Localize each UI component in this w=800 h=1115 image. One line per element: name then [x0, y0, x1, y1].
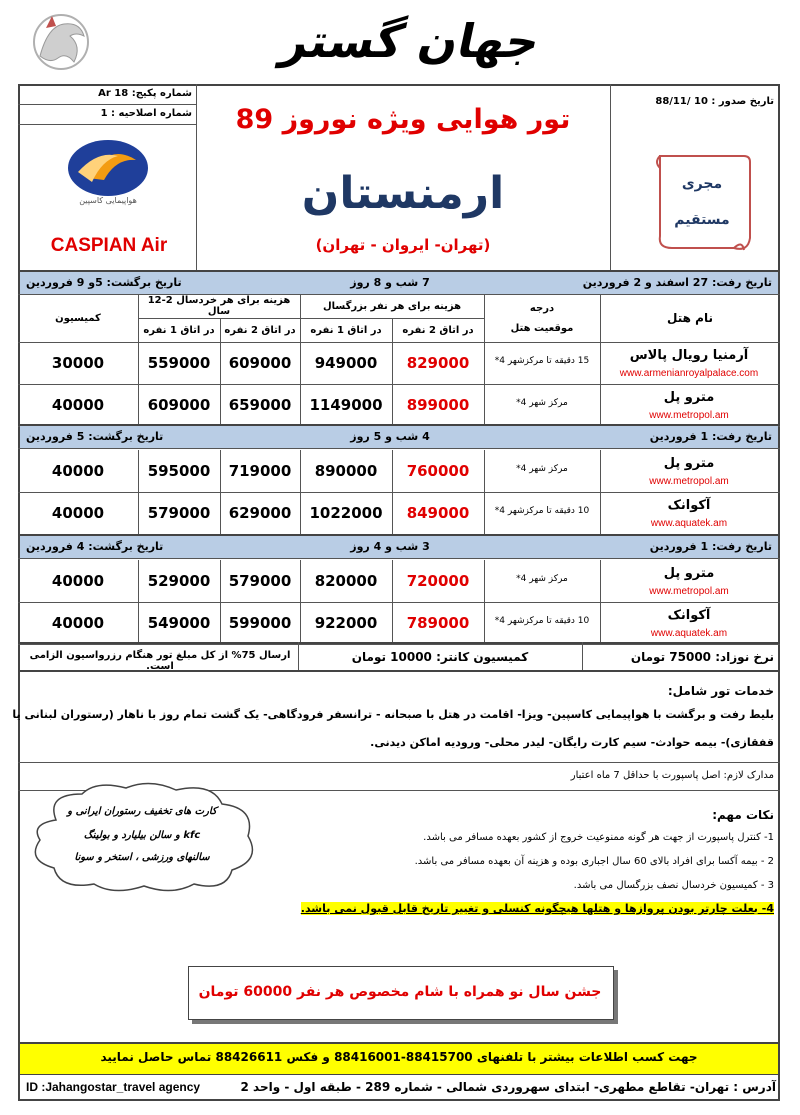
services-line1: بلیط رفت و برگشت با هواپیمایی کاسپین- ویزا- اقامت در هتل با صبحانه - ترانسفر فرودگاهی- یک گشت تمام روز با ناهار (رستوران لبنانی یا	[12, 708, 774, 721]
hotel-location	[486, 616, 598, 626]
child-room2-price: 599000	[228, 614, 292, 632]
tour-title: تور هوایی ویژه نوروز 89	[235, 104, 571, 135]
discount-cloud	[26, 780, 266, 896]
infant-rate: نرخ نوزاد: 75000 تومان	[630, 650, 774, 664]
hotel-url[interactable]: www.aquatek.am	[650, 518, 728, 529]
child-room1-price: 549000	[147, 614, 211, 632]
adult-room2-price: 849000	[406, 504, 470, 522]
col-adult-room1: در اتاق 1 نفره	[310, 324, 382, 336]
note-item-4-text: 4- بعلت چارتر بودن پروازها و هتلها هیچگونه کنسلی و تغییر تاریخ قابل قبول نمی باشد.	[300, 902, 774, 915]
hotel-location	[486, 464, 598, 474]
airline-name: CASPIAN Air	[50, 235, 168, 256]
notes-title: نکات مهم:	[712, 808, 774, 822]
hotel-name: مترو پل	[663, 390, 715, 405]
adult-room2-price: 789000	[406, 614, 470, 632]
adult-room2-price: 720000	[406, 572, 470, 590]
commission-value: 30000	[51, 354, 105, 372]
col-adult-header: هزینه برای هر نفر بزرگسال	[322, 300, 462, 312]
adult-room2-price: 899000	[406, 396, 470, 414]
hotel-location-text: مرکز شهر	[529, 464, 568, 474]
adult-room2-price: 760000	[406, 462, 470, 480]
footer-id: ID :Jahangostar_travel agency	[26, 1080, 201, 1094]
hotel-location-text: مرکز شهر	[529, 574, 568, 584]
footer-address: آدرس : تهران- تقاطع مطهری- ابتدای سهروردی شمالی - شماره 289 - طبقه اول - واحد 2	[240, 1080, 776, 1094]
child-room1-price: 559000	[147, 354, 211, 372]
hotel-location	[486, 356, 598, 366]
hotel-name: آکوانک	[667, 498, 711, 513]
hotel-location-text: مرکز شهر	[529, 398, 568, 408]
commission-value: 40000	[51, 572, 105, 590]
col-child-header: هزینه برای هر خردسال 2-12 سال	[147, 295, 291, 317]
services-line2: قفقازی)- بیمه حوادث- سیم کارت رایگان- لیدر محلی- ورودیه اماکن دیدنی.	[370, 736, 774, 749]
hotel-location	[486, 574, 598, 584]
note-item-3: 3 - کمیسیون خردسال نصف بزرگسال می باشد.	[573, 880, 774, 891]
section1-return: تاریخ برگشت: 5و 9 فروردین	[26, 276, 182, 289]
child-room1-price: 579000	[147, 504, 211, 522]
section3-departure: تاریخ رفت: 1 فروردین	[649, 540, 772, 553]
col-grade-header: درجه	[529, 302, 555, 314]
section2-return: تاریخ برگشت: 5 فروردین	[26, 430, 164, 443]
commission-value: 40000	[51, 614, 105, 632]
adult-room1-price: 922000	[314, 614, 378, 632]
operator-label-1: مجری	[681, 176, 723, 192]
section2-departure: تاریخ رفت: 1 فروردین	[649, 430, 772, 443]
child-room1-price: 609000	[147, 396, 211, 414]
section2-nights: 4 شب و 5 روز	[350, 430, 430, 443]
package-number: شماره پکیج: Ar 18	[98, 88, 192, 99]
note-item-4	[250, 902, 774, 915]
hotel-url[interactable]: www.aquatek.am	[650, 628, 728, 639]
child-room2-price: 629000	[228, 504, 292, 522]
counter-commission: کمیسیون کانتر: 10000 تومان	[351, 650, 529, 664]
adult-room1-price: 1022000	[309, 504, 383, 522]
child-room2-price: 579000	[228, 572, 292, 590]
hotel-location-text: 15 دقیقه تا مرکزشهر	[507, 356, 590, 366]
commission-value: 40000	[51, 504, 105, 522]
adult-room1-price: 890000	[314, 462, 378, 480]
col-adult-room2: در اتاق 2 نفره	[402, 324, 474, 336]
section3-return: تاریخ برگشت: 4 فروردین	[26, 540, 164, 553]
destination-title: ارمنستان	[301, 168, 505, 219]
col-child-room1: در اتاق 1 نفره	[143, 324, 215, 336]
caspian-logo-text: هواپیمایی کاسپین	[79, 196, 137, 205]
commission-value: 40000	[51, 462, 105, 480]
col-hotel-header: نام هتل	[667, 311, 713, 325]
col-child-room2: در اتاق 2 نفره	[224, 324, 296, 336]
route-text: (تهران- ایروان - تهران)	[315, 236, 491, 254]
commission-value: 40000	[51, 396, 105, 414]
child-room2-price: 719000	[228, 462, 292, 480]
note-item-2: 2 - بیمه آکسا برای افراد بالای 60 سال اجباری بوده و هزینه آن بعهده مسافر می باشد.	[414, 856, 774, 867]
required-documents: مدارک لازم: اصل پاسپورت با حداقل 7 ماه اعتبار	[570, 770, 774, 781]
section1-nights: 7 شب و 8 روز	[350, 276, 430, 289]
operator-label-2: مستقیم	[674, 212, 730, 228]
hotel-name: آرمنیا رویال پالاس	[629, 348, 749, 363]
note-item-1: 1- کنترل پاسپورت از جهت هر گونه ممنوعیت خروج از کشور بعهده مسافر می باشد.	[423, 832, 774, 843]
revision-number: شماره اصلاحیه : 1	[100, 108, 192, 119]
cloud-line2: kfc و سالن بیلیارد و بولینگ	[83, 830, 201, 841]
hotel-name: مترو پل	[663, 566, 715, 581]
col-commission-header: کمیسیون	[55, 312, 101, 324]
child-room2-price: 659000	[228, 396, 292, 414]
operator-scroll	[652, 148, 752, 258]
col-location-header: موقعیت هتل	[510, 322, 574, 334]
section3-nights: 3 شب و 4 روز	[350, 540, 430, 553]
hotel-url[interactable]: www.metropol.am	[649, 476, 729, 487]
hotel-stars: 4*	[494, 356, 505, 366]
hotel-stars: 4*	[516, 464, 527, 474]
hotel-stars: 4*	[516, 574, 527, 584]
section1-departure: تاریخ رفت: 27 اسفند و 2 فروردین	[582, 276, 772, 289]
child-room1-price: 595000	[147, 462, 211, 480]
issue-date: تاریخ صدور : 10 /88/11	[655, 96, 774, 107]
caspian-logo	[58, 138, 158, 210]
cloud-line3: سالنهای ورزشی ، استخر و سونا	[74, 852, 210, 863]
hotel-name: آکوانک	[667, 608, 711, 623]
hotel-url[interactable]: www.metropol.am	[649, 586, 729, 597]
deposit-note: ارسال 75% از کل مبلغ تور هنگام رزرواسیون الزامی است.	[29, 650, 291, 672]
hotel-url[interactable]: www.metropol.am	[649, 410, 729, 421]
adult-room1-price: 820000	[314, 572, 378, 590]
cloud-line1: کارت های تخفیف رستوران ایرانی و	[67, 806, 217, 817]
adult-room2-price: 829000	[406, 354, 470, 372]
hotel-location	[486, 398, 598, 408]
hotel-name: مترو پل	[663, 456, 715, 471]
hotel-stars: 4*	[494, 506, 505, 516]
services-title: خدمات تور شامل:	[667, 684, 774, 698]
child-room2-price: 609000	[228, 354, 292, 372]
hotel-stars: 4*	[494, 616, 505, 626]
hotel-stars: 4*	[516, 398, 527, 408]
brand-title: جهان گستر	[276, 14, 546, 68]
adult-room1-price: 949000	[314, 354, 378, 372]
footer-contact: جهت کسب اطلاعات بیشتر با تلفنهای 88415700-88416001 و فکس 88426611 تماس حاصل نمایید	[100, 1050, 698, 1064]
child-room1-price: 529000	[147, 572, 211, 590]
adult-room1-price: 1149000	[309, 396, 383, 414]
brand-logo	[30, 6, 92, 80]
hotel-location	[486, 506, 598, 516]
promo-text: جشن سال نو همراه با شام مخصوص هر نفر 60000 تومان	[198, 984, 602, 1000]
hotel-location-text: 10 دقیقه تا مرکزشهر	[507, 506, 590, 516]
hotel-location-text: 10 دقیقه تا مرکزشهر	[507, 616, 590, 626]
hotel-url[interactable]: www.armenianroyalpalace.com	[619, 368, 759, 379]
